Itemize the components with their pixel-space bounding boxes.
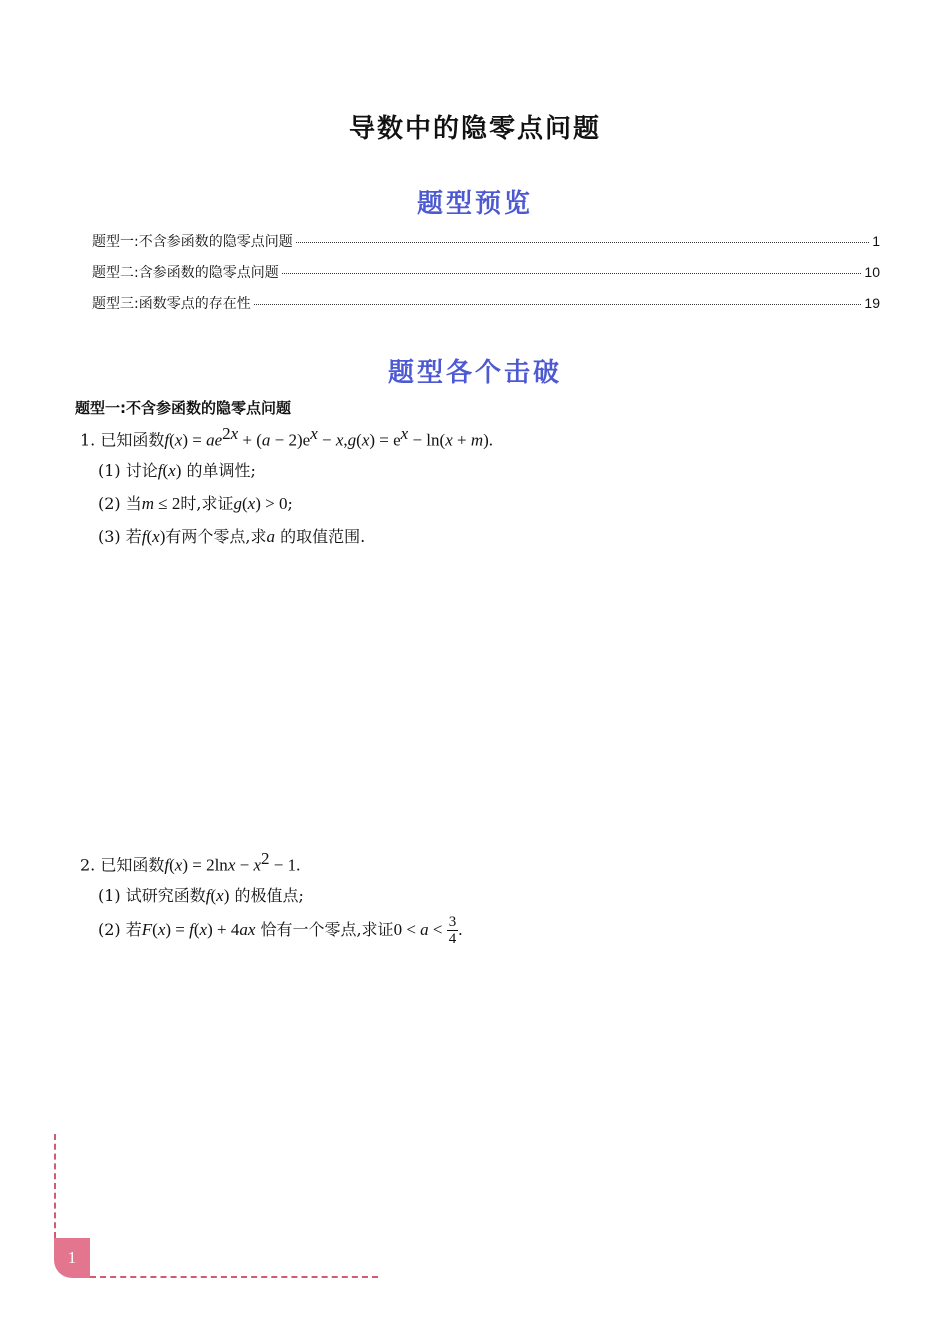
page-title: 导数中的隐零点问题: [348, 114, 601, 144]
q1-part2-mid: 时,求证: [180, 494, 234, 513]
toc-leader-dots: [254, 304, 862, 305]
fraction: [447, 914, 459, 947]
q1-part3-suffix: 的取值范围.: [280, 527, 366, 546]
toc-leader-dots: [282, 273, 862, 274]
q1-part1: (1) 讨论f(x) 的单调性;: [98, 461, 256, 480]
q2-formula: f: [164, 855, 170, 875]
q2-part2: (2) 若F(x) = f(x) + 4ax 恰有一个零点,求证0 < a < $\frac{3}{4}$ .: [98, 914, 463, 947]
q1-part3: (3) 若f(x)有两个零点,求a 的取值范围.: [98, 527, 366, 546]
q1-intro: 已知函数: [100, 430, 165, 450]
q1-part2-suffix: ;: [287, 494, 293, 513]
toc-label: 题型二:含参函数的隐零点问题: [92, 265, 279, 281]
fraction-numerator: 3: [448, 914, 457, 930]
q1-statement: 1. 已知函数$f(x) = ae^{2x} + (a - 2)e^x - x,g(x) = e^x - \ln(x + m)$.: [80, 424, 494, 450]
footer-dashed-vertical: [54, 1134, 56, 1238]
q2-part2-prefix: (2) 若: [98, 920, 142, 939]
toc-entry-type2[interactable]: [92, 262, 880, 282]
toc-entry-type1[interactable]: [92, 231, 880, 251]
q2-part1: (1) 试研究函数f(x) 的极值点;: [98, 886, 304, 905]
q1-part2-prefix: (2) 当: [98, 494, 142, 513]
breakdown-heading: 题型各个击破: [387, 358, 562, 388]
q1-part3-mid: 有两个零点,求: [165, 527, 267, 546]
q2-part1-prefix: (1) 试研究函数: [98, 886, 206, 905]
q2-part1-suffix: 的极值点;: [234, 886, 304, 905]
q2-statement: 2. 已知函数$f(x) = 2\ln x - x^2 - 1$.: [80, 849, 301, 875]
q1-formula: f: [164, 430, 170, 450]
fraction-denominator: 4: [448, 931, 457, 947]
overview-heading: 题型预览: [416, 189, 533, 219]
q1-part1-prefix: (1) 讨论: [98, 461, 158, 480]
q2-number: 2.: [80, 855, 96, 875]
q1-part1-suffix: 的单调性;: [186, 461, 256, 480]
toc-label: 题型一:不含参函数的隐零点问题: [92, 234, 293, 250]
toc-leader-dots: [296, 242, 869, 243]
toc-page-number: 19: [864, 295, 880, 311]
footer-dashed-horizontal: [90, 1276, 378, 1278]
toc-entry-type3[interactable]: [92, 293, 880, 313]
toc-page-number: 1: [872, 233, 880, 249]
toc-label: 题型三:函数零点的存在性: [92, 296, 251, 312]
q2-intro: 已知函数: [100, 855, 165, 875]
page-number-badge: 1: [54, 1238, 90, 1278]
q1-number: 1.: [80, 430, 96, 450]
q2-part2-mid: 恰有一个零点,求证: [260, 920, 394, 939]
q1-part3-prefix: (3) 若: [98, 527, 142, 546]
q1-part2: (2) 当m ≤ 2时,求证g(x) > 0;: [98, 494, 293, 513]
toc-page-number: 10: [864, 264, 880, 280]
type1-heading: 题型一:不含参函数的隐零点问题: [75, 399, 292, 417]
